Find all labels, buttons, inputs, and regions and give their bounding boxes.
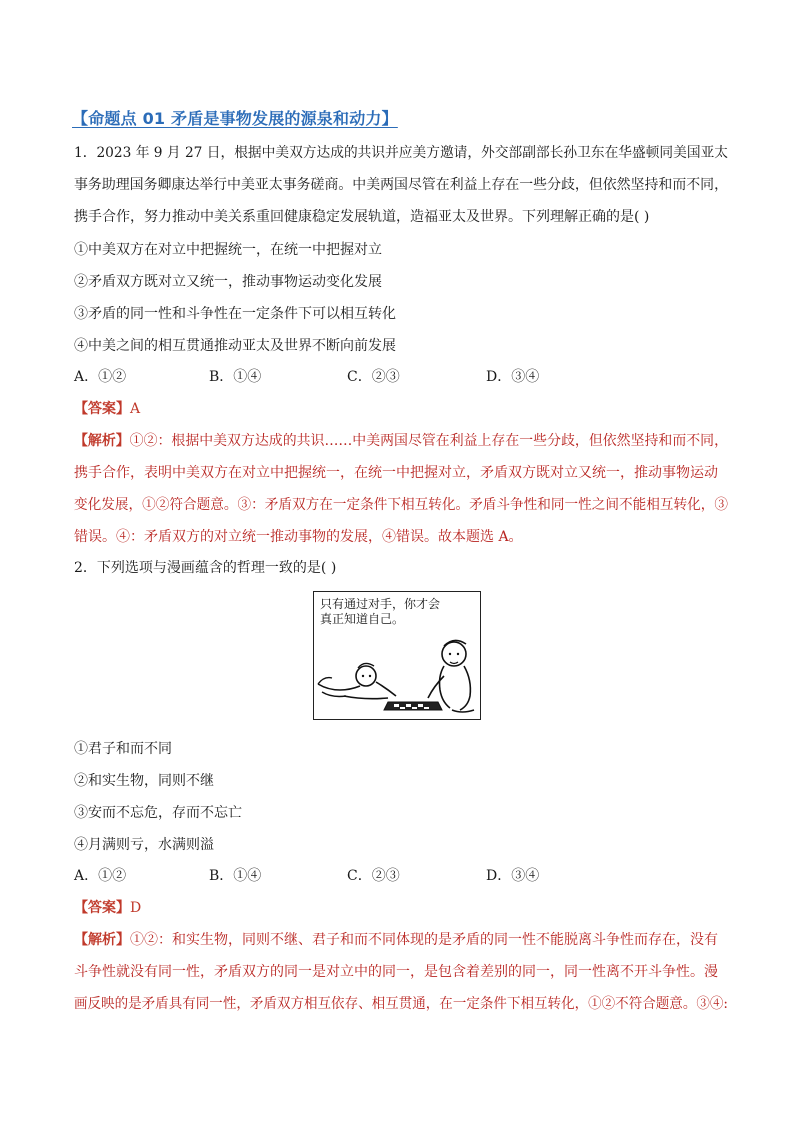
q2-statement-2: ②和实生物，同则不继: [74, 773, 214, 789]
section-heading: [72, 106, 398, 129]
q1-answer-value: A: [130, 401, 141, 417]
q2-analysis-line-1: [74, 930, 718, 950]
q2-option-a: A．①②: [74, 868, 127, 884]
q2-answer: [74, 898, 141, 918]
q1-stem-line-2: 事务助理国务卿康达举行中美亚太事务磋商。中美两国尽管在利益上存在一些分歧，但依然坚持和而不同，: [74, 177, 728, 193]
q1-statement-2: ②矛盾双方既对立又统一，推动事物运动变化发展: [74, 274, 382, 290]
q2-statement-1: ①君子和而不同: [74, 741, 172, 757]
q1-statement-3: ③矛盾的同一性和斗争性在一定条件下可以相互转化: [74, 306, 396, 322]
cartoon-drawing: [314, 592, 480, 719]
q2-analysis-text-1: ①②：和实生物，同则不继、君子和而不同体现的是矛盾的同一性不能脱离斗争性而存在，没有: [130, 932, 718, 948]
q2-answer-label: 【答案】: [74, 900, 130, 916]
q1-stem-line-3: 携手合作，努力推动中美关系重回健康稳定发展轨道，造福亚太及世界。下列理解正确的是( ): [74, 209, 650, 225]
q2-option-c: C．②③: [347, 868, 400, 884]
q1-analysis-line-1: [74, 431, 728, 451]
q1-analysis-text-1: ①②：根据中美双方达成的共识……中美两国尽管在利益上存在一些分歧，但依然坚持和而不同，: [129, 433, 728, 449]
q2-stem: 2．下列选项与漫画蕴含的哲理一致的是( ): [74, 560, 337, 576]
q2-statement-3: ③安而不忘危，存而不忘亡: [74, 805, 242, 821]
cartoon-caption: 只有通过对手，你才会真正知道自己。: [320, 597, 441, 626]
q1-answer: [74, 399, 140, 419]
q2-statement-4: ④月满则亏，水满则溢: [74, 837, 214, 853]
q1-analysis-label: 【解析】: [74, 433, 130, 449]
q2-cartoon: [313, 591, 481, 720]
q1-analysis-line-2: 携手合作，表明中美双方在对立中把握统一，在统一中把握对立，矛盾双方既对立又统一，推动事物运动: [74, 465, 718, 481]
q1-stem-line-1: 1．2023 年 9 月 27 日，根据中美双方达成的共识并应美方邀请，外交部副部长孙卫东在华盛顿同美国亚太: [74, 145, 729, 161]
q1-option-a: A．①②: [74, 369, 127, 385]
q2-analysis-line-3: 画反映的是矛盾具有同一性，矛盾双方相互依存、相互贯通，在一定条件下相互转化，①②不符合题意。③④:: [74, 996, 728, 1012]
q2-option-d: D．③④: [486, 868, 540, 884]
q1-option-b: B．①④: [209, 369, 262, 385]
section-heading-text: 【命题点 01 矛盾是事物发展的源泉和动力】: [72, 109, 398, 128]
q1-statement-4: ④中美之间的相互贯通推动亚太及世界不断向前发展: [74, 338, 396, 354]
q1-answer-label: 【答案】: [74, 401, 130, 417]
q1-option-d: D．③④: [486, 369, 540, 385]
q1-option-c: C．②③: [347, 369, 400, 385]
q1-analysis-line-3: 变化发展，①②符合题意。③：矛盾双方在一定条件下相互转化。矛盾斗争性和同一性之间不能相互转化，③: [74, 497, 728, 513]
q1-statement-1: ①中美双方在对立中把握统一，在统一中把握对立: [74, 242, 382, 258]
q1-analysis-line-4: 错误。④：矛盾双方的对立统一推动事物的发展，④错误。故本题选 A。: [74, 529, 523, 545]
q2-analysis-line-2: 斗争性就没有同一性，矛盾双方的同一是对立中的同一，是包含着差别的同一，同一性离不开斗争性。漫: [74, 964, 718, 980]
q2-answer-value: D: [130, 900, 142, 916]
q2-option-b: B．①④: [209, 868, 262, 884]
q2-analysis-label: 【解析】: [74, 932, 130, 948]
